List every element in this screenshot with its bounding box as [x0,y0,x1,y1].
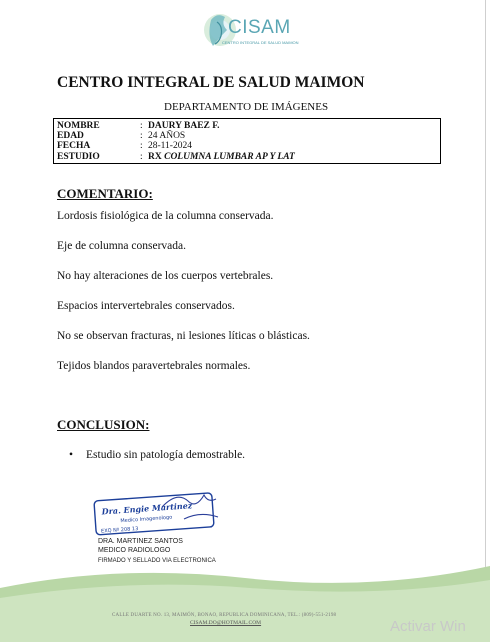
study-date: 28-11-2024 [148,141,192,152]
info-label: ESTUDIO [57,151,100,162]
comment-line: No se observan fracturas, ni lesiones líticas o blásticas. [57,330,310,342]
patient-info-box [53,118,441,164]
stamp-license: EXQ Nº 208 13 [100,525,139,535]
footer-email[interactable]: CISAM.DO@HOTMAIL.COM [190,620,262,626]
info-label: NOMBRE [57,121,100,131]
comment-line: Tejidos blandos paravertebrales normales. [57,360,251,372]
stamp-name: Dra. Engie Martinez [101,500,193,517]
info-colon: : [140,151,143,162]
info-colon: : [140,141,143,152]
info-colon: : [140,121,143,131]
logo-subtext: CENTRO INTEGRAL DE SALUD MAIMON [222,40,299,45]
bullet-icon: • [69,449,74,461]
signer-role: MEDICO RADIOLOGO [98,547,171,554]
comment-line: Eje de columna conservada. [57,240,186,252]
signature-stamp [92,489,227,537]
info-colon: : [140,131,143,142]
patient-age: 24 AÑOS [148,131,186,142]
comment-line: Espacios intervertebrales conservados. [57,300,235,312]
signature-note: FIRMADO Y SELLADO VIA ELECTRONICA [98,558,216,564]
info-row-estudio [57,152,440,162]
comentario-heading: COMENTARIO: [57,186,153,201]
comment-line: Lordosis fisiológica de la columna conservada. [57,210,274,222]
info-row-fecha [57,141,440,151]
conclusion-heading: CONCLUSION: [57,417,150,432]
study-name [148,152,295,162]
page-border [2,0,486,640]
activation-watermark: Activar Win [390,618,466,635]
info-label: EDAD [57,131,84,142]
page-title: CENTRO INTEGRAL DE SALUD MAIMON [57,74,365,91]
comment-line: No hay alteraciones de los cuerpos vertebrales. [57,270,274,282]
footer-address: CALLE DUARTE NO. 13, MAIMÓN, BONAO, REPUBLICA DOMINICANA, TEL.: (809)-551-2198 [112,613,337,618]
study-description: COLUMNA LUMBAR AP Y LAT [164,151,295,162]
department-subtitle: DEPARTAMENTO DE IMÁGENES [164,101,329,113]
logo-text: CISAM [228,17,291,38]
signer-name: DRA. MARTINEZ SANTOS [98,538,183,545]
info-label: FECHA [57,141,91,152]
info-row-edad [57,131,440,141]
conclusion-text: Estudio sin patología demostrable. [86,449,246,461]
stamp-role: Medico Imagenologo [120,514,173,525]
study-prefix: RX [148,151,165,162]
info-row-nombre [57,121,440,131]
patient-name: DAURY BAEZ F. [148,121,220,131]
